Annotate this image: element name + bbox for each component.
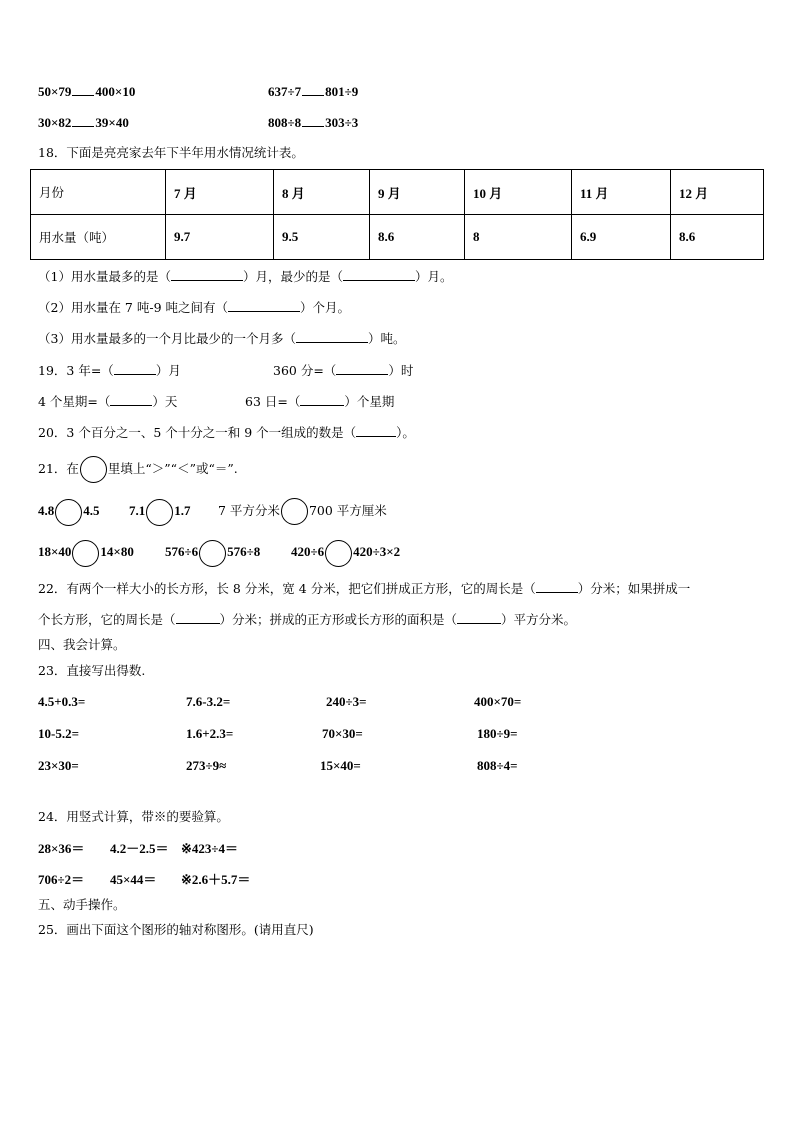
value-cell: 8 <box>465 215 572 260</box>
text: ）。 <box>396 425 415 440</box>
compare-row-1b <box>268 83 358 100</box>
text: 63 日=（ <box>245 394 301 409</box>
answer-blank[interactable] <box>336 362 388 375</box>
month-cell: 8 月 <box>274 170 370 215</box>
text: 个长方形，它的周长是（ <box>38 612 176 627</box>
calc-item: 4.2－2.5＝ <box>110 841 169 856</box>
q21-title <box>38 455 238 483</box>
section-5-heading: 五、动手操作。 <box>38 897 126 912</box>
compare-circle[interactable] <box>199 540 226 567</box>
expr-right: 4.5 <box>83 503 100 518</box>
q19-a <box>38 362 181 379</box>
text: ）月，最少的是（ <box>242 269 343 284</box>
answer-blank[interactable] <box>110 393 152 406</box>
q25: 25．画出下面这个图形的轴对称图形。(请用直尺) <box>38 922 314 937</box>
calc-item: 400×70= <box>474 694 522 709</box>
expr-left: 7 平方分米 <box>218 503 280 518</box>
expr-right: 576÷8 <box>227 544 261 559</box>
answer-blank[interactable] <box>302 114 324 127</box>
text: ）月 <box>155 363 181 378</box>
answer-blank[interactable] <box>343 268 415 281</box>
q19-c <box>38 393 177 410</box>
answer-blank[interactable] <box>356 424 396 437</box>
expr-right: 400×10 <box>95 84 136 99</box>
q21-row-2c <box>291 538 400 567</box>
text: ）吨。 <box>367 331 406 346</box>
compare-circle[interactable] <box>55 499 82 526</box>
compare-row-2a <box>38 114 129 131</box>
month-cell: 7 月 <box>166 170 274 215</box>
text: （3）用水量最多的一个月比最少的一个月多（ <box>38 331 296 346</box>
expr-right: 39×40 <box>95 115 129 130</box>
expr-left: 4.8 <box>38 503 55 518</box>
calc-item: 273÷9≈ <box>186 758 227 773</box>
text: ）天 <box>152 394 178 409</box>
calc-item: 45×44＝ <box>110 872 157 887</box>
q21-row-1b <box>129 497 191 526</box>
expr-right: 420÷3×2 <box>353 544 401 559</box>
expr-left: 50×79 <box>38 84 72 99</box>
compare-circle[interactable] <box>325 540 352 567</box>
answer-blank[interactable] <box>302 83 324 96</box>
section-4-heading: 四、我会计算。 <box>38 637 126 652</box>
month-cell: 12 月 <box>671 170 764 215</box>
compare-circle[interactable] <box>146 499 173 526</box>
expr-left: 18×40 <box>38 544 72 559</box>
q18-sub2 <box>38 299 350 316</box>
compare-row-2b <box>268 114 358 131</box>
expr-right: 303÷3 <box>325 115 359 130</box>
answer-blank[interactable] <box>72 114 94 127</box>
compare-row-1a <box>38 83 135 100</box>
text: ）月。 <box>414 269 453 284</box>
q21-row-1c <box>218 497 387 525</box>
text: （2）用水量在 7 吨-9 吨之间有（ <box>38 300 229 315</box>
q21-row-1 <box>38 497 100 526</box>
text: ）时 <box>388 363 414 378</box>
text: 4 个星期=（ <box>38 394 111 409</box>
water-usage-table <box>30 169 764 260</box>
calc-item: 10-5.2= <box>38 726 79 741</box>
expr-right: 700 平方厘米 <box>308 503 387 518</box>
value-cell: 8.6 <box>671 215 764 260</box>
table-row <box>31 170 764 215</box>
calc-item: 28×36＝ <box>38 841 85 856</box>
month-cell: 9 月 <box>370 170 465 215</box>
value-cell: 9.7 <box>166 215 274 260</box>
value-cell: 6.9 <box>572 215 671 260</box>
q22-line1 <box>38 580 690 597</box>
calc-item: 23×30= <box>38 758 79 773</box>
compare-circle[interactable] <box>72 540 99 567</box>
table-row <box>31 215 764 260</box>
expr-left: 576÷6 <box>165 544 199 559</box>
expr-right: 14×80 <box>100 544 134 559</box>
calc-item: 808÷4= <box>477 758 518 773</box>
expr-left: 808÷8 <box>268 115 302 130</box>
calc-item: 15×40= <box>320 758 361 773</box>
expr-left: 637÷7 <box>268 84 302 99</box>
text: 360 分=（ <box>273 363 337 378</box>
q18-title: 18．下面是亮亮家去年下半年用水情况统计表。 <box>38 145 304 160</box>
text: （1）用水量最多的是（ <box>38 269 171 284</box>
expr-left: 7.1 <box>129 503 146 518</box>
q18-sub3 <box>38 330 405 347</box>
q18-sub1 <box>38 268 453 285</box>
answer-blank[interactable] <box>72 83 94 96</box>
table-header-label: 月份 <box>31 170 166 215</box>
circle-blank-icon <box>80 456 107 483</box>
calc-item: 706÷2＝ <box>38 872 85 887</box>
answer-blank[interactable] <box>171 268 243 281</box>
q19-b <box>273 362 413 379</box>
q22-line2 <box>38 611 576 628</box>
answer-blank[interactable] <box>300 393 344 406</box>
calc-item: 4.5+0.3= <box>38 694 86 709</box>
q23-title: 23．直接写出得数. <box>38 663 146 678</box>
answer-blank[interactable] <box>457 611 501 624</box>
text: ）分米；如果拼成一 <box>577 581 691 596</box>
text: 20．3 个百分之一、5 个十分之一和 9 个一组成的数是（ <box>38 425 357 440</box>
q19-d <box>245 393 394 410</box>
month-cell: 11 月 <box>572 170 671 215</box>
value-cell: 8.6 <box>370 215 465 260</box>
calc-item: 70×30= <box>322 726 363 741</box>
answer-blank[interactable] <box>536 580 578 593</box>
q24-title: 24．用竖式计算，带※的要验算。 <box>38 809 229 824</box>
answer-blank[interactable] <box>114 362 156 375</box>
q21-row-2 <box>38 538 134 567</box>
table-row-label: 用水量（吨） <box>31 215 166 260</box>
compare-circle[interactable] <box>281 498 308 525</box>
text: ）个星期 <box>344 394 395 409</box>
calc-item: 240÷3= <box>326 694 367 709</box>
calc-item: ※2.6＋5.7＝ <box>181 872 251 887</box>
answer-blank[interactable] <box>228 299 300 312</box>
calc-item: 1.6+2.3= <box>186 726 234 741</box>
text: ）个月。 <box>300 300 351 315</box>
calc-item: 7.6-3.2= <box>186 694 231 709</box>
answer-blank[interactable] <box>296 330 368 343</box>
expr-left: 30×82 <box>38 115 72 130</box>
expr-right: 801÷9 <box>325 84 359 99</box>
month-cell: 10 月 <box>465 170 572 215</box>
text: 22．有两个一样大小的长方形，长 8 分米，宽 4 分米，把它们拼成正方形，它的周长是（ <box>38 581 536 596</box>
text: ）平方分米。 <box>501 612 577 627</box>
q20 <box>38 424 415 441</box>
calc-item: ※423÷4＝ <box>181 841 239 856</box>
text: 21．在 <box>38 461 79 476</box>
text: 里填上“＞”“＜”或“＝”. <box>107 461 238 476</box>
q21-row-2b <box>165 538 260 567</box>
text: ）分米；拼成的正方形或长方形的面积是（ <box>219 612 458 627</box>
expr-left: 420÷6 <box>291 544 325 559</box>
expr-right: 1.7 <box>174 503 191 518</box>
calc-item: 180÷9= <box>477 726 518 741</box>
text: 19．3 年=（ <box>38 363 114 378</box>
value-cell: 9.5 <box>274 215 370 260</box>
answer-blank[interactable] <box>176 611 220 624</box>
